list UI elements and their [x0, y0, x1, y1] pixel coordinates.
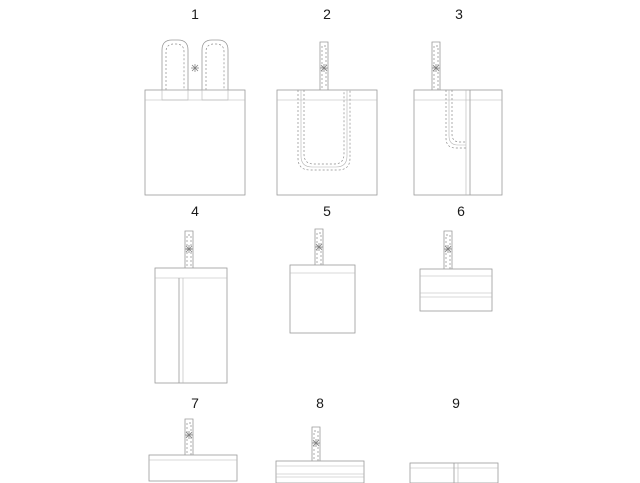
step-5-figure — [282, 223, 372, 338]
step-3-number: 3 — [455, 6, 463, 22]
step-8 — [272, 395, 372, 480]
step-4 — [145, 203, 245, 388]
step-9-figure — [404, 413, 504, 483]
step-3 — [404, 6, 514, 196]
step-1-figure — [140, 28, 250, 198]
step-6-number: 6 — [457, 203, 465, 219]
step-7-figure — [145, 413, 245, 483]
step-5-number: 5 — [323, 203, 331, 219]
step-2 — [272, 6, 382, 196]
step-6 — [414, 203, 509, 318]
step-7 — [145, 395, 245, 480]
step-2-figure — [272, 28, 382, 198]
step-9-number: 9 — [452, 395, 460, 411]
step-8-figure — [272, 413, 372, 483]
step-7-number: 7 — [191, 395, 199, 411]
step-1-number: 1 — [191, 6, 199, 22]
step-9 — [404, 395, 504, 480]
step-1 — [140, 6, 250, 196]
step-4-figure — [145, 223, 245, 388]
step-6-figure — [414, 223, 509, 323]
step-5 — [282, 203, 372, 338]
step-2-number: 2 — [323, 6, 331, 22]
step-4-number: 4 — [191, 203, 199, 219]
step-3-figure — [404, 28, 514, 198]
step-8-number: 8 — [316, 395, 324, 411]
